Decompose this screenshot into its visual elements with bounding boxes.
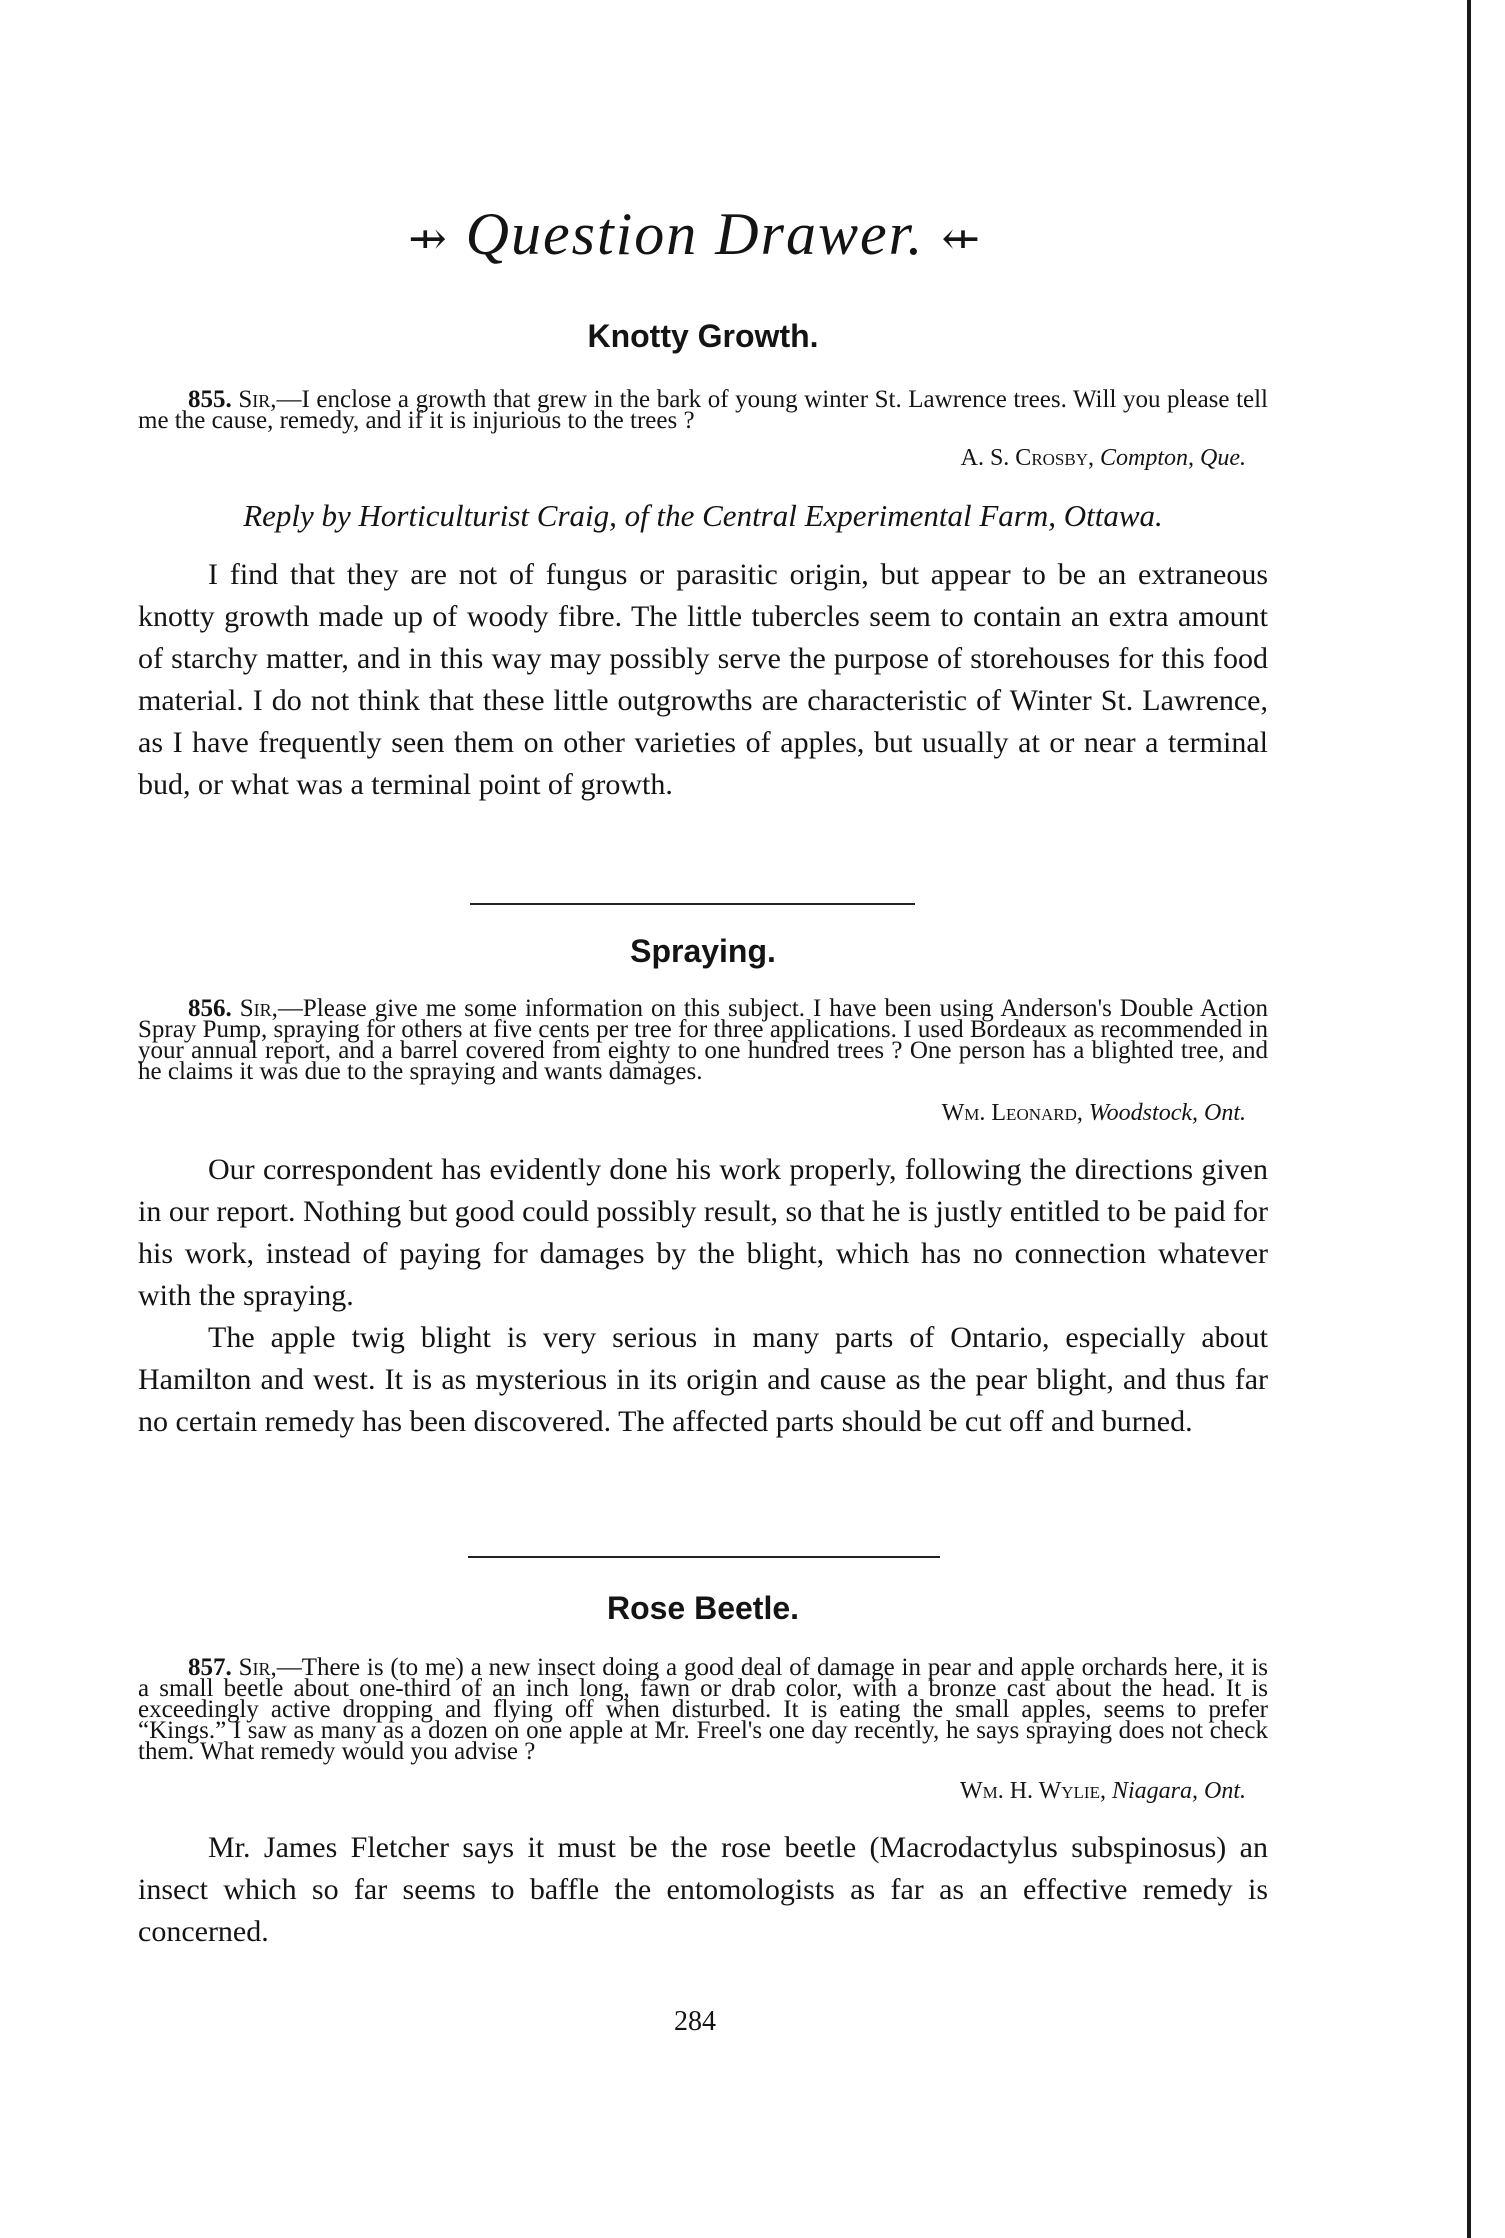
- letter: [138, 386, 1269, 434]
- reply-heading: Reply by Horticulturist Craig, of the Central Experimental Farm, Ottawa.: [243, 498, 1163, 533]
- page-number: 284: [674, 2006, 716, 2037]
- signature-place: Niagara, Ont.: [1111, 1778, 1246, 1804]
- signature-place: Woodstock, Ont.: [1088, 1100, 1246, 1126]
- letter-number: 857.: [188, 1654, 232, 1681]
- answer-paragraph: Our correspondent has evidently done his work properly, following the directions given in our report. Nothing but good could possibly result, so that he is justly entitled to be paid for his work, instead of paying for damages by the blight, which has no connection whatever with the spraying.: [138, 1153, 1268, 1312]
- answer-paragraph: I find that they are not of fungus or parasitic origin, but appear to be an extraneous knotty growth made up of woody fibre. The little tubercles seem to contain an extra amount of starchy matter, and in this way may possibly serve the purpose of storehouses for this food material. I do not think that these little outgrowths are characteristic of Winter St. Lawrence, as I have frequently seen them on other varieties of apples, but usually at or near a terminal bud, or what was a terminal point of growth.: [138, 558, 1268, 801]
- signature-name: A. S. Crosby,: [960, 445, 1094, 471]
- binding-edge-line: [1467, 0, 1471, 2238]
- letter-salutation: Sir,: [239, 995, 278, 1022]
- signature-place: Compton, Que.: [1100, 445, 1246, 471]
- left-ornament-icon: ⇸: [408, 213, 449, 264]
- section-title: Knotty Growth.: [587, 318, 819, 354]
- signature: [138, 445, 1268, 472]
- section-spraying: [138, 933, 1268, 1443]
- answer-paragraph: The apple twig blight is very serious in many parts of Ontario, especially about Hamilton and west. It is as mysterious in its origin and cause as the pear blight, and thus far no certain remedy has been discovered. The affected parts should be cut off and burned.: [138, 1321, 1268, 1438]
- letter: [138, 995, 1269, 1085]
- answer: [138, 1827, 1268, 1953]
- letter-salutation: Sir,: [238, 1654, 277, 1681]
- page-header: [0, 200, 1390, 269]
- answer: [138, 1149, 1268, 1443]
- letter-salutation: Sir,: [238, 386, 277, 413]
- signature-name: Wm. Leonard,: [941, 1100, 1083, 1126]
- answer-paragraph: Mr. James Fletcher says it must be the rose beetle (Macrodactylus subspinosus) an insect which so far seems to baffle the entomologists as far as an effective remedy is concerned.: [138, 1831, 1268, 1948]
- section-rose-beetle: [138, 1590, 1268, 1953]
- answer: [138, 554, 1268, 806]
- letter-number: 856.: [188, 995, 232, 1022]
- section-divider: [470, 903, 915, 905]
- letter-text: —Please give me some information on this subject. I have been using Anderson's Double Action Spray Pump, spraying for others at five cents per tree for three applications. I used Bordeaux as recommended in your annual report, and a barrel covered from eighty to one hundred trees ? One person has a blighted tree, and he claims it was due to the spraying and wants damages.: [138, 995, 1269, 1085]
- letter: [138, 1654, 1268, 1765]
- signature: [138, 1778, 1268, 1805]
- section-title: Spraying.: [630, 933, 776, 969]
- letter-number: 855.: [188, 386, 232, 413]
- letter-text: —I enclose a growth that grew in the bark of young winter St. Lawrence trees. Will you please tell me the cause, remedy, and if it is injurious to the trees ?: [138, 386, 1269, 434]
- section-divider: [468, 1556, 940, 1558]
- right-ornament-icon: ⇷: [941, 213, 982, 264]
- header-title: Question Drawer.: [465, 201, 925, 267]
- section-knotty-growth: [138, 318, 1268, 806]
- section-title: Rose Beetle.: [606, 1590, 800, 1626]
- letter-text: —There is (to me) a new insect doing a good deal of damage in pear and apple orchards here, it is a small beetle about one-third of an inch long, fawn or drab color, with a bronze cast about the head. It is exceedingly active dropping and flying off when disturbed. It is eating the small apples, seems to prefer “Kings.” I saw as many as a dozen on one apple at Mr. Freel's one day recently, he says spraying does not check them. What remedy would you advise ?: [138, 1654, 1268, 1765]
- signature: [138, 1100, 1268, 1127]
- signature-name: Wm. H. Wylie,: [959, 1778, 1106, 1804]
